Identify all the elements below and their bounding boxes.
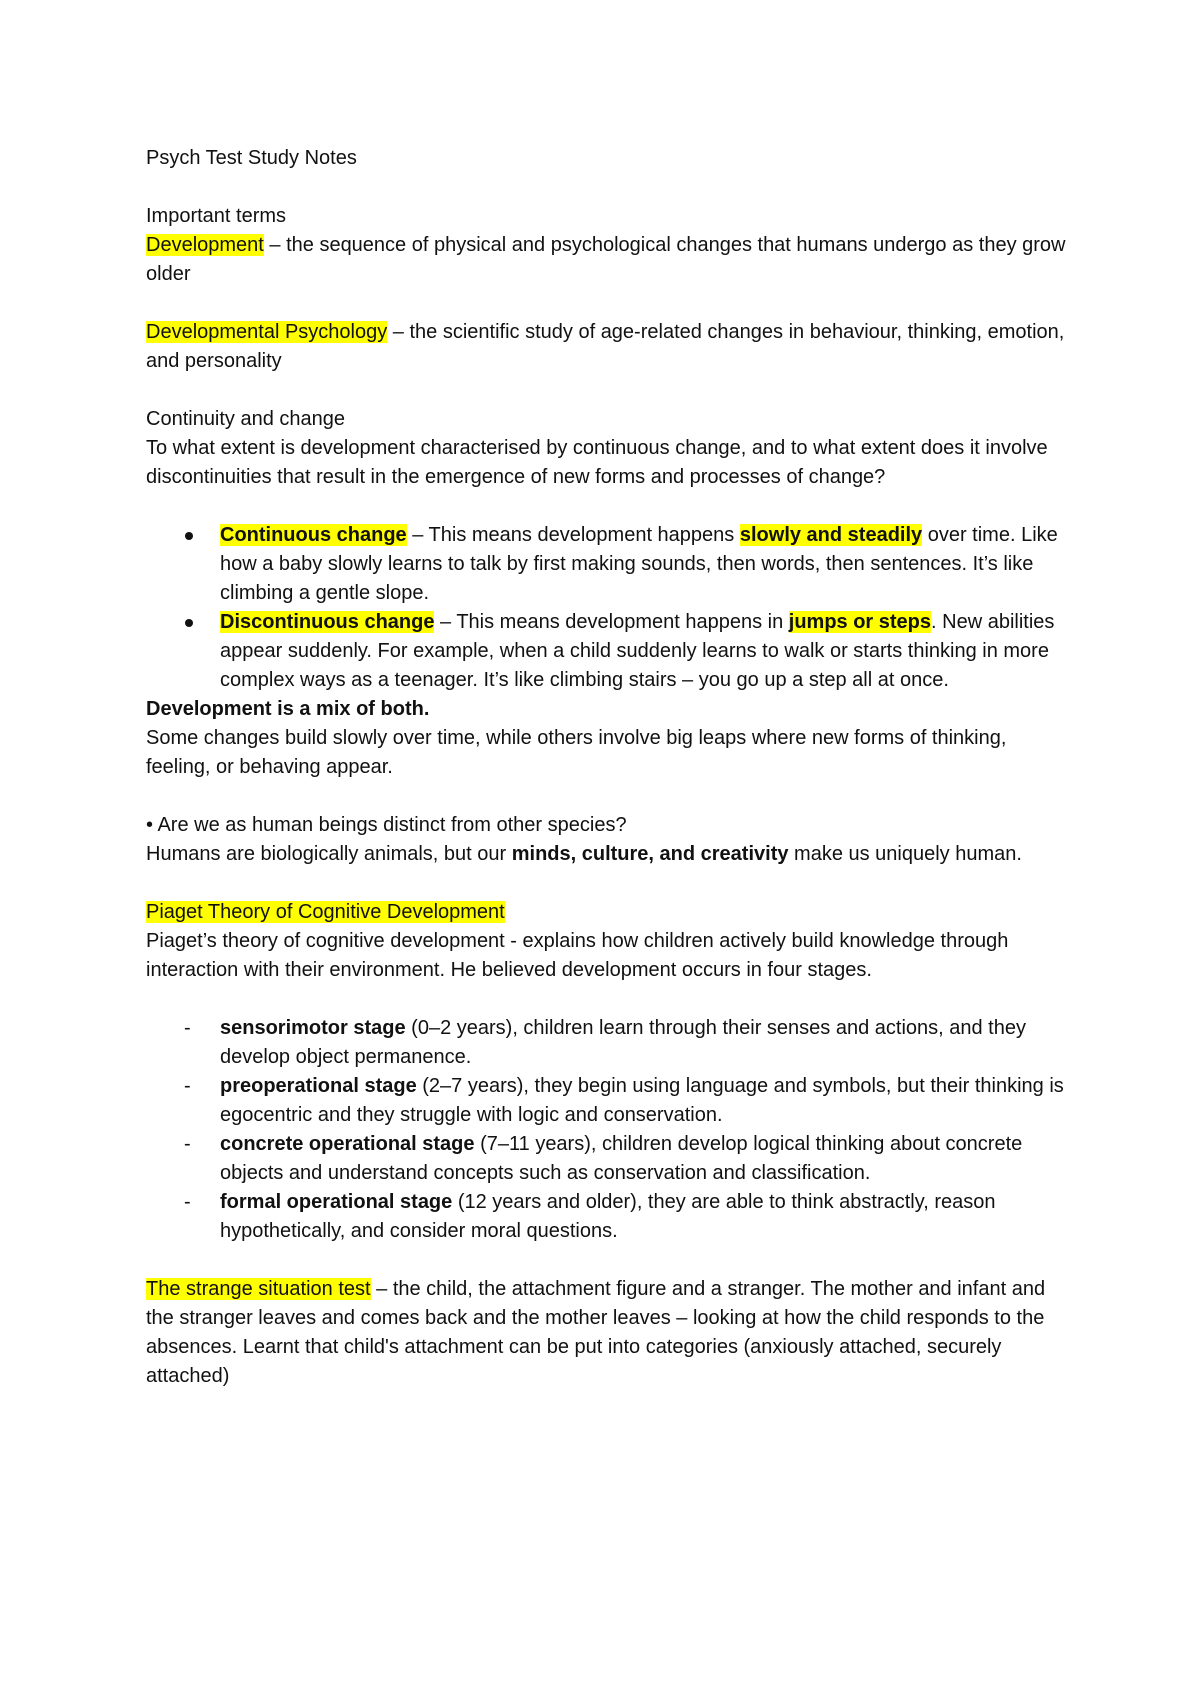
stage-name: concrete operational stage <box>220 1133 475 1155</box>
developmental-psychology-term: Developmental Psychology <box>146 321 388 343</box>
stage-text: (7–11 years), children develop logical thinking about concrete objects and understand concepts such as conservation and classification. <box>220 1133 1023 1184</box>
document-page <box>146 144 1066 1391</box>
spacer <box>146 1246 1066 1275</box>
doc-title: Psych Test Study Notes <box>146 147 357 169</box>
spacer <box>146 376 1066 405</box>
strange-situation-paragraph <box>146 1275 1066 1391</box>
piaget-heading-text: Piaget Theory of Cognitive Development <box>146 901 505 923</box>
list-item <box>146 608 1066 695</box>
important-terms-heading: Important terms <box>146 205 287 227</box>
piaget-stages-list <box>146 1014 1066 1246</box>
discontinuous-change-emphasis: jumps or steps <box>788 611 932 633</box>
development-definition <box>146 231 1066 289</box>
species-answer-bold: minds, culture, and creativity <box>511 843 789 865</box>
list-item <box>146 521 1066 608</box>
continuity-heading: Continuity and change <box>146 408 346 430</box>
spacer <box>146 173 1066 202</box>
mix-heading-text: Development is a mix of both. <box>146 698 430 720</box>
list-item-text: – This means development happens in <box>434 611 789 633</box>
development-term: Development <box>146 234 264 256</box>
developmental-psychology-definition <box>146 318 1066 376</box>
spacer <box>146 985 1066 1014</box>
mix-text: Some changes build slowly over time, while others involve big leaps where new forms of thinking, feeling, or behaving appear. <box>146 727 1007 778</box>
stage-name: preoperational stage <box>220 1075 417 1097</box>
change-types-list <box>146 521 1066 695</box>
development-definition-text: – the sequence of physical and psychological changes that humans undergo as they grow older <box>146 234 1066 285</box>
piaget-intro: Piaget’s theory of cognitive development - explains how children actively build knowledge through interaction with their environment. He believed development occurs in four stages. <box>146 930 1009 981</box>
spacer <box>146 492 1066 521</box>
continuity-question: To what extent is development characterised by continuous change, and to what extent does it involve discontinuities that result in the emergence of new forms and processes of change? <box>146 437 1048 488</box>
list-item-text: over time. Like how a baby slowly learns to talk by first making sounds, then words, then sentences. It’s like climbing a gentle slope. <box>220 524 1058 604</box>
discontinuous-change-term: Discontinuous change <box>220 611 435 633</box>
list-item <box>146 1014 1066 1072</box>
list-item-text: – This means development happens <box>406 524 740 546</box>
stage-name: formal operational stage <box>220 1191 453 1213</box>
species-answer <box>146 840 1066 869</box>
strange-situation-text: – the child, the attachment figure and a stranger. The mother and infant and the stranger leaves and comes back and the mother leaves – looking at how the child responds to the absences. Learnt that child's attachment can be put into categories (anxiously attached, securely attached) <box>146 1278 1046 1387</box>
stage-text: (12 years and older), they are able to think abstractly, reason hypothetically, and consider moral questions. <box>220 1191 996 1242</box>
stage-name: sensorimotor stage <box>220 1017 406 1039</box>
continuous-change-term: Continuous change <box>220 524 407 546</box>
stage-text: (0–2 years), children learn through their senses and actions, and they develop object permanence. <box>220 1017 1026 1068</box>
species-question: • Are we as human beings distinct from other species? <box>146 814 627 836</box>
strange-situation-term: The strange situation test <box>146 1278 371 1300</box>
spacer <box>146 869 1066 898</box>
species-answer-text: make us uniquely human. <box>788 843 1022 865</box>
spacer <box>146 782 1066 811</box>
mix-heading <box>146 695 1066 724</box>
list-item-text: . New abilities appear suddenly. For example, when a child suddenly learns to walk or starts thinking in more complex ways as a teenager. It’s like climbing stairs – you go up a step all at once. <box>220 611 1055 691</box>
species-answer-text: Humans are biologically animals, but our <box>146 843 512 865</box>
developmental-psychology-definition-text: – the scientific study of age-related changes in behaviour, thinking, emotion, and personality <box>146 321 1065 372</box>
list-item <box>146 1072 1066 1130</box>
continuous-change-emphasis: slowly and steadily <box>739 524 923 546</box>
spacer <box>146 289 1066 318</box>
list-item <box>146 1130 1066 1188</box>
list-item <box>146 1188 1066 1246</box>
stage-text: (2–7 years), they begin using language and symbols, but their thinking is egocentric and they struggle with logic and conservation. <box>220 1075 1064 1126</box>
piaget-heading <box>146 898 1066 927</box>
